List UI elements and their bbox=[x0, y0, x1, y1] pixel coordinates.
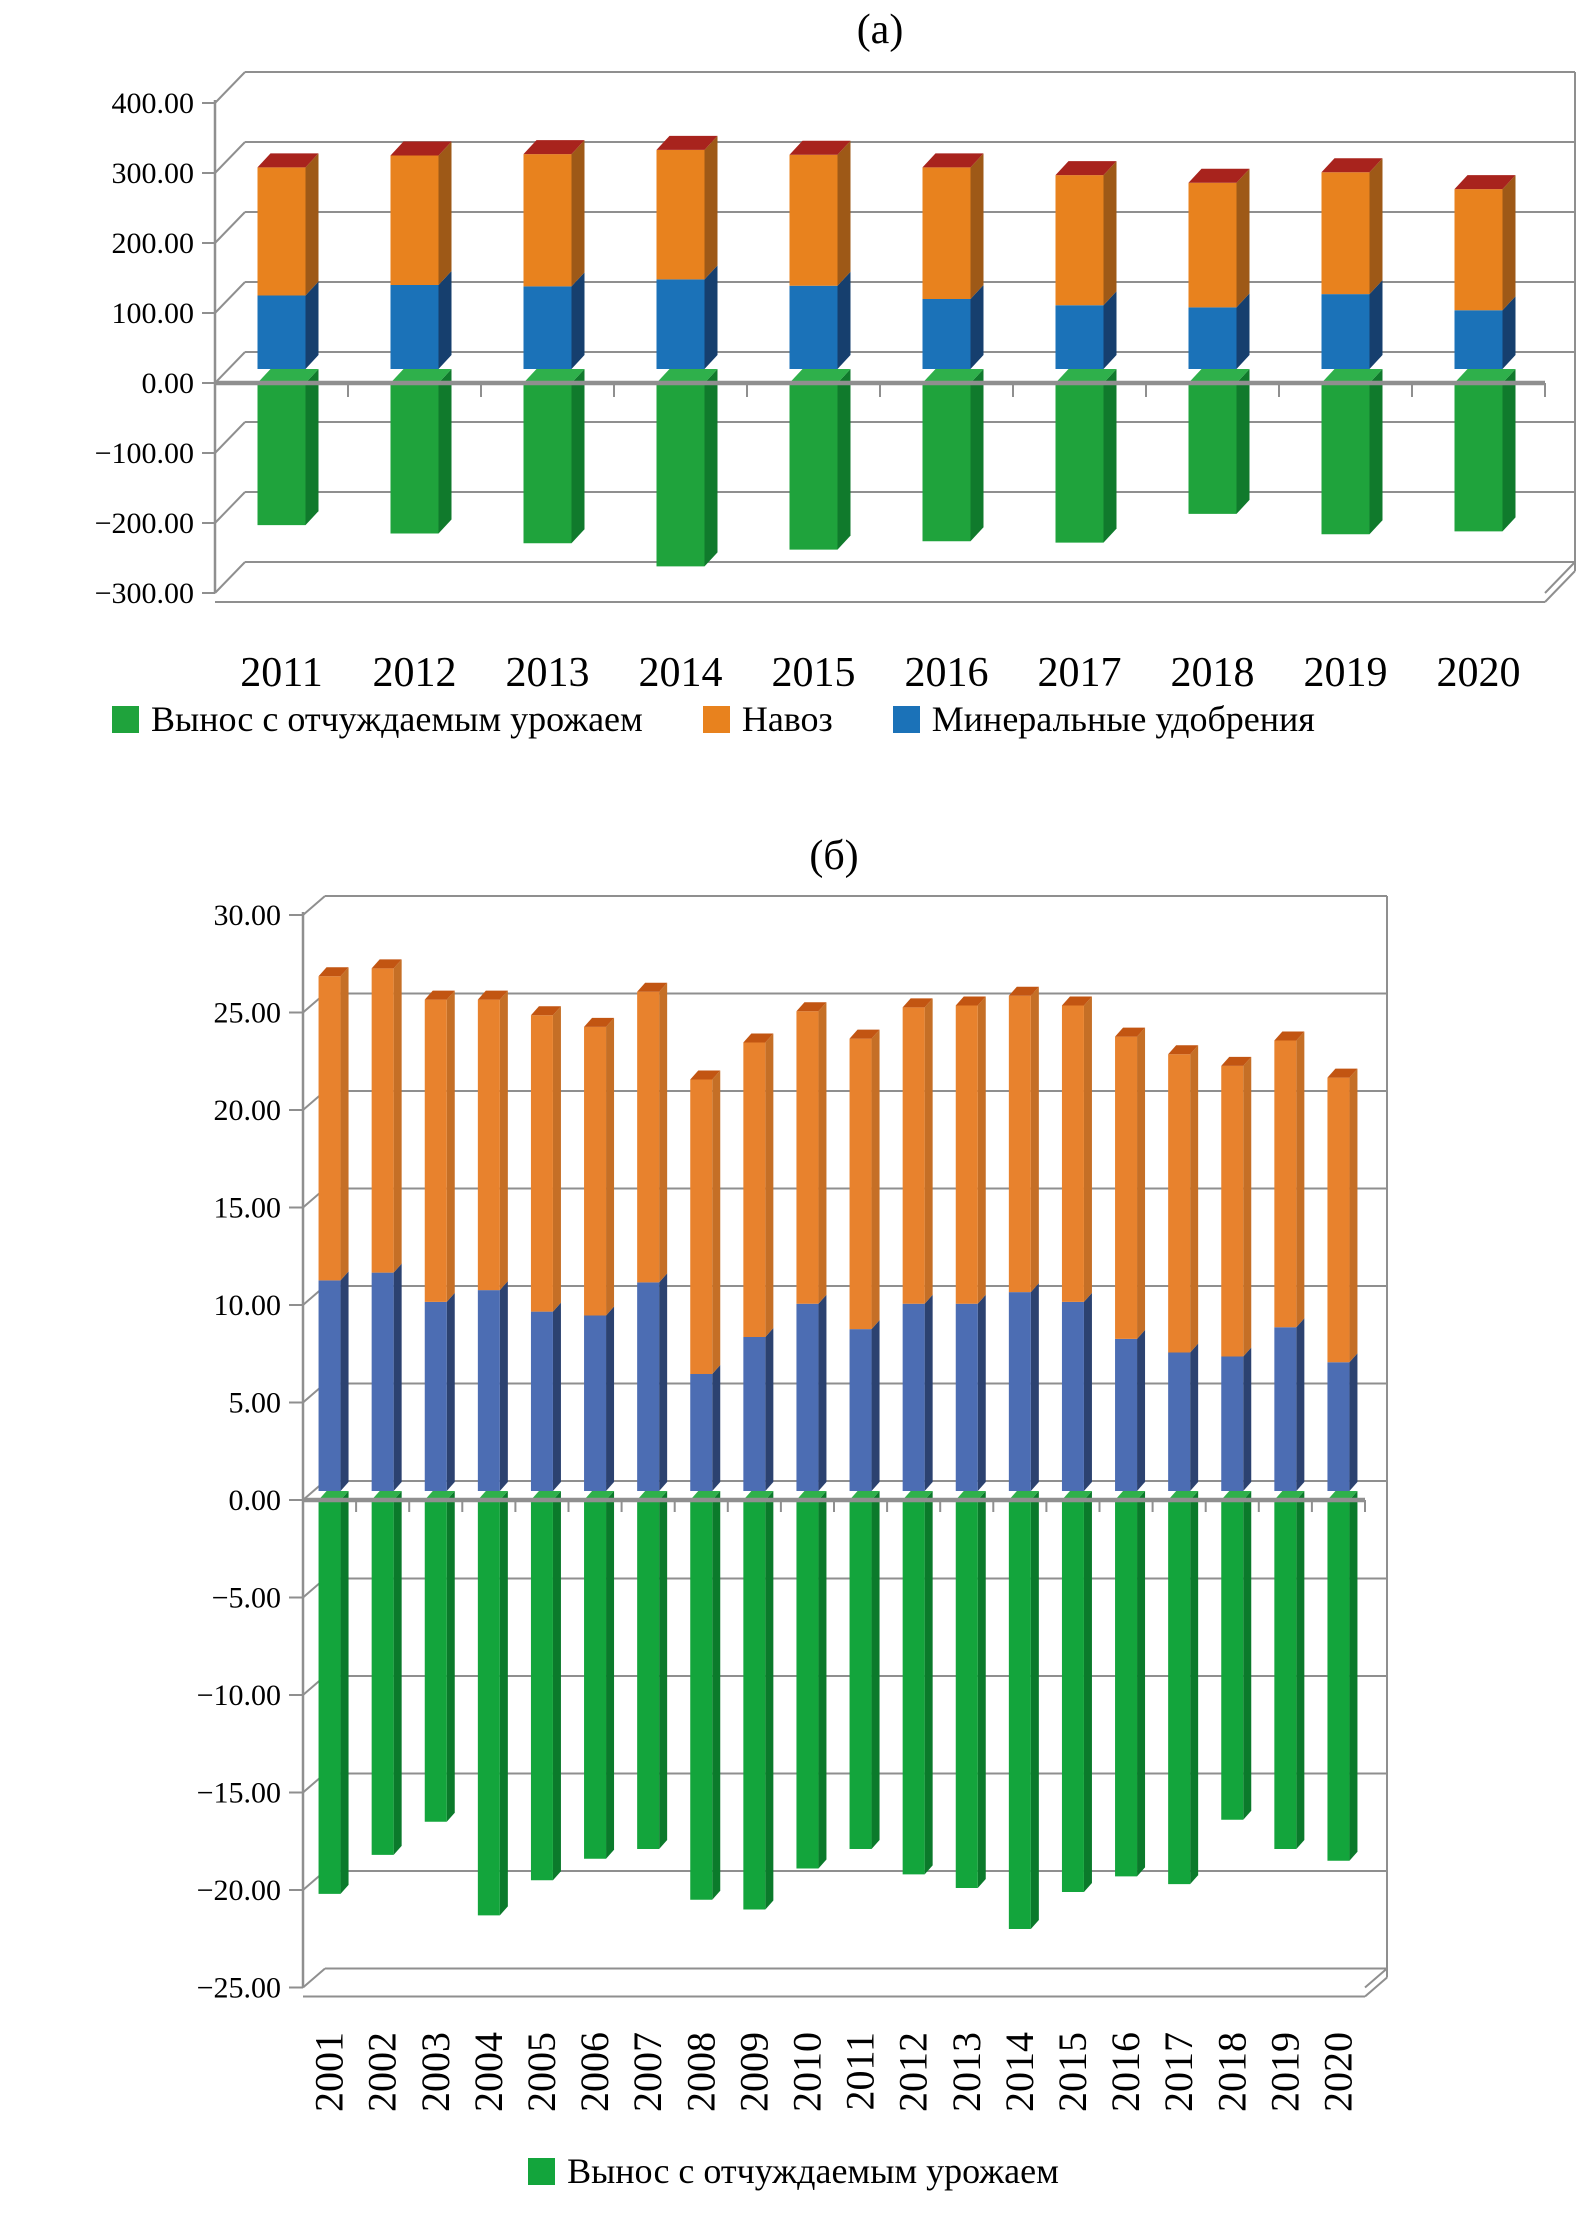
bar-side bbox=[553, 1491, 561, 1880]
chart-a-legend bbox=[112, 698, 1315, 740]
bar-segment bbox=[1274, 1327, 1296, 1491]
bar-segment bbox=[1322, 172, 1370, 294]
legend-item-manure bbox=[703, 698, 833, 740]
chart-b-title: (б) bbox=[809, 833, 859, 879]
bar-segment bbox=[1274, 1041, 1296, 1328]
bar-side bbox=[553, 1006, 561, 1311]
bar-segment bbox=[258, 383, 306, 525]
bar-segment bbox=[956, 1005, 978, 1303]
y-tick-label: 200.00 bbox=[111, 227, 194, 260]
category-label: 2013 bbox=[505, 650, 590, 696]
bar-side bbox=[712, 1365, 720, 1491]
bar-side bbox=[818, 1002, 826, 1304]
bar-side bbox=[341, 1271, 349, 1491]
bar-segment bbox=[425, 1302, 447, 1491]
y-tick-label: 15.00 bbox=[213, 1191, 281, 1225]
bar-side bbox=[1349, 1069, 1357, 1363]
chart-a-title: (а) bbox=[856, 7, 904, 53]
bar-side bbox=[971, 285, 984, 369]
legend-item-removal bbox=[528, 2150, 1059, 2192]
bar-segment bbox=[903, 1007, 925, 1303]
bar-segment bbox=[923, 383, 971, 541]
bar-side bbox=[394, 959, 402, 1272]
y-tick-label: −15.00 bbox=[196, 1776, 281, 1810]
bar-side bbox=[1137, 1028, 1145, 1339]
bar-side bbox=[439, 271, 452, 369]
bar-side bbox=[978, 1491, 986, 1888]
y-tick-label: −5.00 bbox=[211, 1581, 281, 1615]
bar-side bbox=[1031, 1491, 1039, 1929]
category-label: 2020 bbox=[1436, 650, 1521, 696]
category-label: 2014 bbox=[638, 650, 723, 696]
bar-side bbox=[971, 153, 984, 299]
bar-segment bbox=[425, 1000, 447, 1302]
legend-label: Навоз bbox=[741, 699, 833, 739]
y-tick-label: 5.00 bbox=[228, 1386, 281, 1420]
category-label: 2017 bbox=[1037, 650, 1122, 696]
bar-segment bbox=[584, 1027, 606, 1316]
bar-segment bbox=[657, 383, 705, 566]
bar-segment bbox=[258, 167, 306, 295]
bar-segment bbox=[850, 1039, 872, 1330]
bar-side bbox=[818, 1491, 826, 1869]
bar-side bbox=[1243, 1491, 1251, 1820]
y-tick-label: 0.00 bbox=[141, 367, 194, 400]
category-label: 2017 bbox=[1156, 2032, 1202, 2112]
category-label: 2011 bbox=[837, 2032, 883, 2111]
bar-side bbox=[1084, 1293, 1092, 1491]
bar-side bbox=[925, 998, 933, 1303]
bar-segment bbox=[637, 992, 659, 1283]
category-label: 2005 bbox=[518, 2032, 564, 2112]
bar-segment bbox=[478, 1500, 500, 1915]
bar-side bbox=[447, 991, 455, 1302]
bar-side bbox=[872, 1030, 880, 1330]
legend-label: Вынос с отчуждаемым урожаем bbox=[151, 699, 643, 739]
bar-side bbox=[500, 991, 508, 1291]
gridline-connector bbox=[303, 1969, 325, 1988]
bar-side bbox=[705, 265, 718, 369]
bar-side bbox=[818, 1295, 826, 1491]
category-label: 2012 bbox=[890, 2032, 936, 2112]
gridline-connector bbox=[303, 896, 325, 915]
bar-segment bbox=[1056, 383, 1104, 543]
bar-side bbox=[1190, 1344, 1198, 1491]
bar-segment bbox=[1327, 1500, 1349, 1861]
bar-segment bbox=[1455, 189, 1503, 310]
bar-segment bbox=[743, 1500, 765, 1910]
bar-side bbox=[500, 1281, 508, 1491]
bar-side bbox=[1084, 1491, 1092, 1892]
bar-segment bbox=[743, 1043, 765, 1337]
bar-side bbox=[606, 1018, 614, 1316]
bar-segment bbox=[1056, 305, 1104, 369]
bar-side bbox=[1370, 369, 1383, 534]
bar-segment bbox=[1062, 1302, 1084, 1491]
legend-label: Вынос с отчуждаемым урожаем bbox=[567, 2151, 1059, 2191]
bar-segment bbox=[258, 296, 306, 370]
y-tick-label: 30.00 bbox=[213, 899, 281, 932]
bar-segment bbox=[1455, 383, 1503, 531]
bar-segment bbox=[1168, 1500, 1190, 1884]
category-label: 2020 bbox=[1315, 2032, 1361, 2112]
y-tick-label: −20.00 bbox=[196, 1874, 281, 1907]
gridline-connector bbox=[215, 562, 245, 593]
bar-segment bbox=[391, 383, 439, 534]
bar-side bbox=[306, 282, 319, 370]
category-label: 2007 bbox=[625, 2032, 671, 2112]
category-label: 2019 bbox=[1262, 2032, 1308, 2112]
bar-segment bbox=[796, 1500, 818, 1869]
bar-side bbox=[838, 141, 851, 286]
category-label: 2018 bbox=[1170, 650, 1255, 696]
bar-side bbox=[765, 1491, 773, 1910]
removal-swatch-icon bbox=[528, 2158, 555, 2185]
bar-segment bbox=[1009, 996, 1031, 1292]
bar-side bbox=[1237, 369, 1250, 514]
bar-segment bbox=[1009, 1500, 1031, 1929]
bar-side bbox=[341, 1491, 349, 1894]
bar-segment bbox=[524, 383, 572, 543]
bar-side bbox=[1137, 1491, 1145, 1876]
bar-segment bbox=[1189, 307, 1237, 369]
y-tick-label: 100.00 bbox=[111, 297, 194, 330]
y-tick-label: 20.00 bbox=[213, 1094, 281, 1127]
bar-segment bbox=[1168, 1054, 1190, 1352]
bar-segment bbox=[319, 1500, 341, 1894]
gridline-connector bbox=[215, 492, 245, 523]
gridline-connector bbox=[215, 352, 245, 383]
bar-side bbox=[394, 1264, 402, 1491]
bar-side bbox=[1104, 161, 1117, 305]
bar-segment bbox=[657, 150, 705, 280]
bar-segment bbox=[796, 1011, 818, 1304]
legend-item-removal bbox=[112, 698, 643, 740]
category-label: 2010 bbox=[784, 2032, 830, 2112]
bar-side bbox=[1296, 1032, 1304, 1328]
category-label: 2019 bbox=[1303, 650, 1388, 696]
bar-segment bbox=[850, 1500, 872, 1849]
bar-segment bbox=[790, 155, 838, 286]
chart-a-canvas bbox=[0, 50, 1587, 700]
bar-side bbox=[1104, 369, 1117, 543]
floor-lip bbox=[1545, 571, 1575, 602]
bar-segment bbox=[1062, 1500, 1084, 1892]
bar-side bbox=[712, 1491, 720, 1900]
bar-side bbox=[306, 153, 319, 295]
chart-b-canvas bbox=[0, 880, 1587, 2150]
bar-side bbox=[394, 1491, 402, 1855]
bar-segment bbox=[956, 1304, 978, 1491]
y-tick-label: −200.00 bbox=[94, 507, 194, 540]
bar-side bbox=[712, 1071, 720, 1374]
legend-label: Минеральные удобрения bbox=[931, 699, 1315, 739]
bar-side bbox=[447, 1491, 455, 1822]
bar-segment bbox=[796, 1304, 818, 1491]
y-tick-label: −300.00 bbox=[94, 577, 194, 610]
bar-side bbox=[1190, 1491, 1198, 1884]
bar-segment bbox=[790, 286, 838, 369]
category-label: 2016 bbox=[904, 650, 989, 696]
bar-segment bbox=[1274, 1500, 1296, 1849]
bar-segment bbox=[584, 1316, 606, 1492]
bar-side bbox=[572, 369, 585, 543]
bar-segment bbox=[1221, 1356, 1243, 1491]
bar-side bbox=[765, 1034, 773, 1337]
category-label: 2012 bbox=[372, 650, 457, 696]
bar-segment bbox=[478, 1290, 500, 1491]
legend-item-mineral bbox=[893, 698, 1315, 740]
bar-side bbox=[553, 1303, 561, 1491]
bar-side bbox=[1503, 369, 1516, 531]
bar-segment bbox=[531, 1312, 553, 1491]
category-label: 2014 bbox=[996, 2032, 1042, 2112]
bar-segment bbox=[923, 299, 971, 369]
bar-side bbox=[1296, 1318, 1304, 1491]
bar-segment bbox=[1115, 1500, 1137, 1876]
bar-side bbox=[1084, 996, 1092, 1301]
bar-side bbox=[572, 140, 585, 286]
bar-side bbox=[659, 1273, 667, 1491]
bar-side bbox=[1237, 169, 1250, 308]
bar-segment bbox=[1322, 383, 1370, 534]
bar-side bbox=[439, 142, 452, 286]
bar-segment bbox=[1115, 1037, 1137, 1339]
bar-segment bbox=[690, 1374, 712, 1491]
category-label: 2013 bbox=[943, 2032, 989, 2112]
bar-segment bbox=[1189, 183, 1237, 308]
bar-segment bbox=[584, 1500, 606, 1859]
bar-side bbox=[765, 1328, 773, 1491]
category-label: 2006 bbox=[572, 2032, 618, 2112]
bar-side bbox=[872, 1491, 880, 1849]
bar-segment bbox=[1062, 1005, 1084, 1301]
bar-segment bbox=[657, 279, 705, 369]
bar-side bbox=[306, 369, 319, 525]
bar-segment bbox=[425, 1500, 447, 1822]
manure-swatch-icon bbox=[703, 706, 730, 733]
bar-segment bbox=[743, 1337, 765, 1491]
bar-segment bbox=[391, 285, 439, 369]
bar-segment bbox=[690, 1500, 712, 1900]
category-label: 2009 bbox=[731, 2032, 777, 2112]
bar-side bbox=[572, 272, 585, 369]
category-label: 2016 bbox=[1103, 2032, 1149, 2112]
bar-segment bbox=[1221, 1500, 1243, 1820]
category-label: 2008 bbox=[678, 2032, 724, 2112]
bar-side bbox=[838, 369, 851, 550]
bar-side bbox=[872, 1320, 880, 1491]
y-tick-label: 10.00 bbox=[213, 1289, 281, 1322]
bar-segment bbox=[531, 1500, 553, 1880]
category-label: 2011 bbox=[240, 650, 323, 696]
bar-side bbox=[978, 996, 986, 1303]
bar-segment bbox=[637, 1282, 659, 1491]
y-tick-label: 300.00 bbox=[111, 157, 194, 190]
y-tick-label: 0.00 bbox=[228, 1484, 281, 1517]
category-label: 2015 bbox=[771, 650, 856, 696]
bar-side bbox=[1031, 987, 1039, 1292]
bar-segment bbox=[637, 1500, 659, 1849]
bar-side bbox=[1349, 1491, 1357, 1861]
bar-side bbox=[1370, 158, 1383, 294]
bar-segment bbox=[1189, 383, 1237, 514]
bar-segment bbox=[372, 1273, 394, 1491]
category-label: 2001 bbox=[306, 2032, 352, 2112]
bar-segment bbox=[524, 286, 572, 369]
bar-segment bbox=[923, 167, 971, 299]
bar-segment bbox=[850, 1329, 872, 1491]
bar-side bbox=[447, 1293, 455, 1491]
bar-segment bbox=[1455, 310, 1503, 369]
floor-edge bbox=[1545, 562, 1575, 593]
category-label: 2002 bbox=[359, 2032, 405, 2112]
y-tick-label: −25.00 bbox=[196, 1971, 281, 2005]
gridline-connector bbox=[215, 72, 245, 103]
bar-segment bbox=[478, 1000, 500, 1291]
bar-side bbox=[659, 1491, 667, 1849]
floor-edge bbox=[1365, 1969, 1387, 1988]
bar-segment bbox=[1168, 1353, 1190, 1491]
category-label: 2004 bbox=[465, 2032, 511, 2112]
bar-side bbox=[1243, 1347, 1251, 1491]
y-tick-label: −100.00 bbox=[94, 437, 194, 470]
bar-segment bbox=[903, 1500, 925, 1874]
bar-segment bbox=[790, 383, 838, 550]
bar-side bbox=[341, 967, 349, 1280]
category-label: 2003 bbox=[412, 2032, 458, 2112]
bar-segment bbox=[531, 1015, 553, 1311]
chart-b-legend bbox=[0, 2150, 1587, 2192]
bar-side bbox=[606, 1307, 614, 1492]
bar-side bbox=[1137, 1330, 1145, 1491]
bar-segment bbox=[956, 1500, 978, 1888]
bar-side bbox=[659, 983, 667, 1283]
bar-segment bbox=[1327, 1078, 1349, 1363]
y-tick-label: 400.00 bbox=[111, 87, 194, 120]
bar-segment bbox=[372, 968, 394, 1272]
bar-segment bbox=[1115, 1339, 1137, 1491]
bar-side bbox=[978, 1295, 986, 1491]
bar-segment bbox=[319, 976, 341, 1280]
bar-side bbox=[500, 1491, 508, 1915]
bar-segment bbox=[372, 1500, 394, 1855]
gridline-connector bbox=[215, 142, 245, 173]
bar-side bbox=[1370, 280, 1383, 369]
mineral-swatch-icon bbox=[893, 706, 920, 733]
category-label: 2015 bbox=[1049, 2032, 1095, 2112]
category-label: 2018 bbox=[1209, 2032, 1255, 2112]
bar-side bbox=[1243, 1057, 1251, 1357]
bar-segment bbox=[1322, 294, 1370, 369]
bar-side bbox=[1349, 1353, 1357, 1491]
removal-swatch-icon bbox=[112, 706, 139, 733]
bar-side bbox=[1031, 1283, 1039, 1491]
gridline-connector bbox=[215, 212, 245, 243]
bar-side bbox=[606, 1491, 614, 1859]
y-tick-label: −10.00 bbox=[196, 1679, 281, 1712]
bar-side bbox=[439, 369, 452, 534]
gridline-connector bbox=[215, 282, 245, 313]
bar-segment bbox=[1009, 1292, 1031, 1491]
gridline-connector bbox=[215, 422, 245, 453]
bar-side bbox=[1296, 1491, 1304, 1849]
bar-side bbox=[925, 1295, 933, 1491]
bar-side bbox=[705, 136, 718, 280]
bar-side bbox=[838, 272, 851, 369]
floor-lip bbox=[1365, 1978, 1387, 1997]
bar-segment bbox=[1221, 1066, 1243, 1357]
bar-side bbox=[1503, 175, 1516, 310]
bar-segment bbox=[1056, 175, 1104, 305]
y-tick-label: 25.00 bbox=[213, 996, 281, 1030]
bar-segment bbox=[1327, 1362, 1349, 1491]
bar-segment bbox=[903, 1304, 925, 1491]
bar-segment bbox=[690, 1080, 712, 1374]
bar-side bbox=[705, 369, 718, 566]
bar-segment bbox=[319, 1280, 341, 1491]
bar-side bbox=[971, 369, 984, 541]
bar-side bbox=[1190, 1045, 1198, 1352]
bar-segment bbox=[524, 154, 572, 286]
bar-segment bbox=[391, 156, 439, 286]
bar-side bbox=[925, 1491, 933, 1874]
